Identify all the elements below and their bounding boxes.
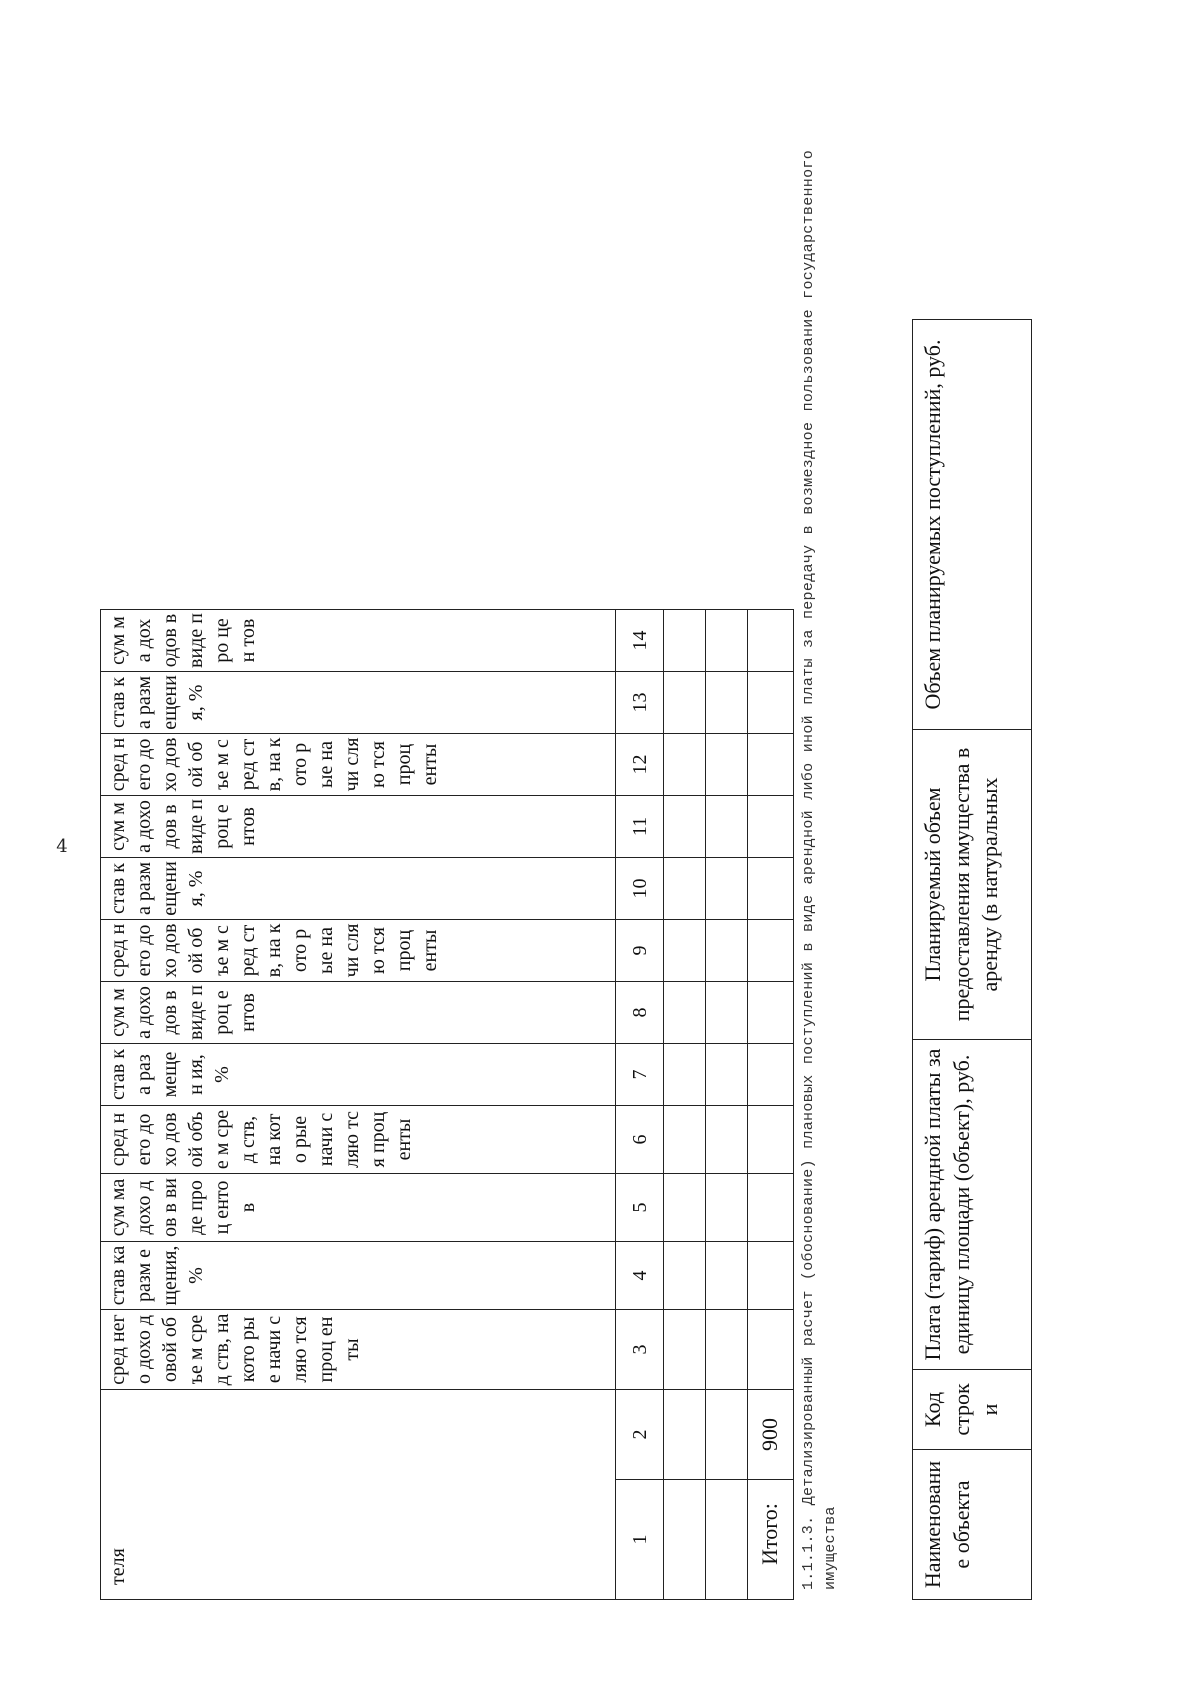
column-number: 7 bbox=[616, 1044, 664, 1106]
header-row bbox=[101, 610, 616, 1600]
column-number: 5 bbox=[616, 1174, 664, 1242]
header-cell: сред него дохо довой объе м сред ств, на кото рые начи сляю тся проц енты bbox=[101, 1106, 616, 1174]
header-cell: став ка разм ещения, % bbox=[101, 1242, 616, 1310]
column-number: 8 bbox=[616, 982, 664, 1044]
table-row bbox=[706, 610, 748, 1600]
table-row bbox=[664, 610, 706, 1600]
header-object-name: Наименовани е объекта bbox=[913, 1450, 1032, 1600]
header-cell: сум ма дохо дов в виде проц ентов bbox=[101, 1174, 616, 1242]
header-cell: сред него дохо довой объе м сред ств, на кото рые начи сляю тся проц енты bbox=[101, 1310, 616, 1390]
header-cell: став ка разм ещения, % bbox=[101, 672, 616, 734]
column-number: 11 bbox=[616, 796, 664, 858]
header-cell: сум ма дохо дов в виде проц ентов bbox=[101, 796, 616, 858]
column-number: 6 bbox=[616, 1106, 664, 1174]
header-cell: став ка раз мещен ия, % bbox=[101, 1044, 616, 1106]
total-label: Итого: bbox=[748, 1480, 794, 1600]
column-number: 1 bbox=[616, 1480, 664, 1600]
header-row-code: Код строк и bbox=[913, 1370, 1032, 1450]
header-planned-receipts: Объем планируемых поступлений, руб. bbox=[913, 320, 1032, 730]
header-cell: сред него дохо довой объе м сред ств, на кото рые начи сляю тся проц енты bbox=[101, 920, 616, 982]
header-cell: сум ма дох одов в виде про цен тов bbox=[101, 610, 616, 672]
column-number: 9 bbox=[616, 920, 664, 982]
column-number: 14 bbox=[616, 610, 664, 672]
header-cell: сум ма дохо дов в виде проц ентов bbox=[101, 982, 616, 1044]
header-cell: став ка разм ещения, % bbox=[101, 858, 616, 920]
column-number: 4 bbox=[616, 1242, 664, 1310]
income-table bbox=[100, 609, 794, 1600]
rent-table-header-row bbox=[913, 320, 1032, 1600]
rent-table bbox=[912, 319, 1032, 1600]
column-number: 2 bbox=[616, 1390, 664, 1480]
column-number: 13 bbox=[616, 672, 664, 734]
column-number-row bbox=[616, 610, 664, 1600]
header-planned-volume: Планируемый объем предоставления имущества в аренду (в натуральных bbox=[913, 730, 1032, 1040]
total-row bbox=[748, 610, 794, 1600]
column-number: 10 bbox=[616, 858, 664, 920]
column-number: 12 bbox=[616, 734, 664, 796]
rotated-page-content bbox=[100, 130, 1003, 1600]
column-number: 3 bbox=[616, 1310, 664, 1390]
section-paragraph: 1.1.1.3. Детализированный расчет (обоснование) плановых поступлений в виде арендной либо иной платы за передачу в возмездное пользование государственного имущества bbox=[800, 150, 839, 1590]
total-code: 900 bbox=[748, 1390, 794, 1480]
header-cell-first: теля bbox=[101, 1390, 616, 1600]
page-number: 4 bbox=[56, 836, 68, 857]
header-rent-rate: Плата (тариф) арендной платы за единицу площади (объект), руб. bbox=[913, 1040, 1032, 1370]
header-cell: сред него дохо довой объе м сред ств, на кото рые начи сляю тся проц енты bbox=[101, 734, 616, 796]
